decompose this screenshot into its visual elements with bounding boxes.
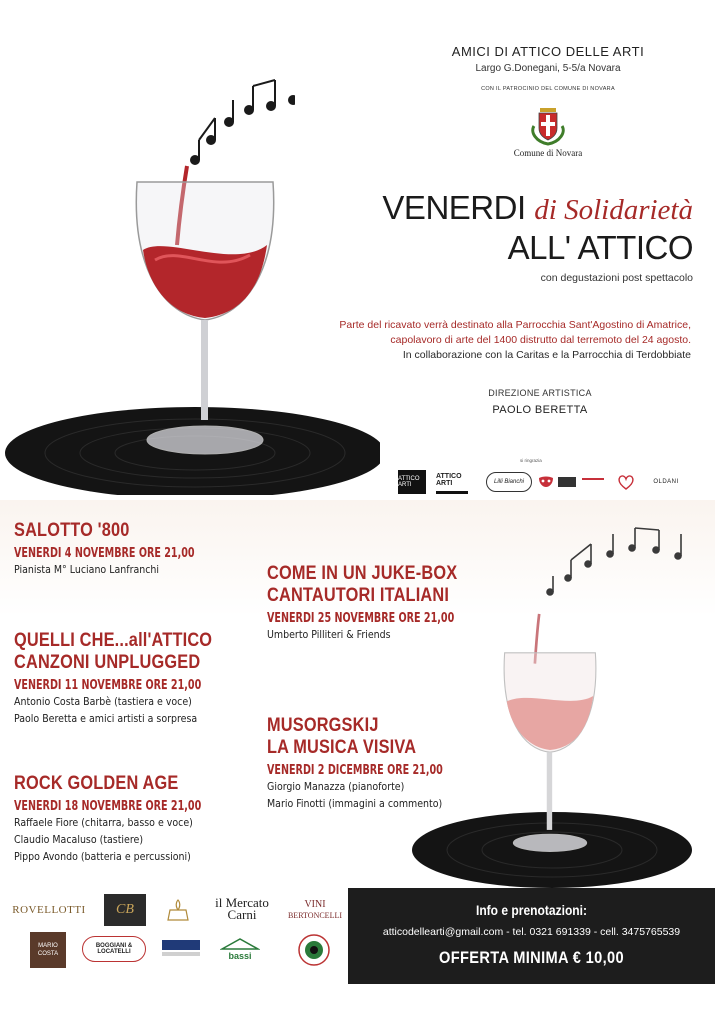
title-line-1 [382, 190, 693, 228]
attico-logo-2: ATTICO ARTI [436, 468, 468, 494]
oldani-logo: OLDANI [653, 479, 679, 485]
event-performer: Raffaele Fiore (chitarra, basso e voce) [14, 817, 193, 829]
sponsor-block-icon [160, 936, 202, 962]
event-performer: Claudio Macaluso (tastiere) [14, 834, 144, 846]
heart-logo-icon [616, 472, 636, 492]
patronage-text: CON IL PATROCINIO DEL COMUNE DI NOVARA [481, 86, 615, 92]
bassi-label: bassi [228, 951, 252, 961]
description-line-1: Parte del ricavato verrà destinato alla Parrocchia Sant'Agostino di Amatrice, [339, 319, 691, 331]
minimum-offer: OFFERTA MINIMA € 10,00 [439, 948, 624, 967]
vini-line-2: BERTONCELLI [287, 911, 343, 920]
sponsor-badge-icon [558, 477, 576, 487]
title-subtitle: con degustazioni post spettacolo [540, 272, 693, 284]
music-notes-icon [540, 520, 690, 600]
mercato-carni-logo [206, 894, 278, 924]
event-title-line: CANTAUTORI ITALIANI [267, 585, 450, 606]
mercato-line-1: il Mercato [215, 895, 269, 910]
thanks-logos [398, 468, 698, 496]
info-contacts[interactable]: atticodellearti@gmail.com - tel. 0321 691339 - cell. 3475765539 [382, 926, 681, 938]
comune-label: Comune di Novara [513, 148, 583, 158]
event-date: VENERDI 18 NOVEMBRE ORE 21,00 [14, 799, 202, 814]
sponsor-stripe-icon [582, 478, 604, 486]
organization-header [418, 44, 678, 158]
event-musorgskij [267, 715, 481, 813]
event-title-line: CANZONI UNPLUGGED [14, 652, 201, 673]
event-date: VENERDI 11 NOVEMBRE ORE 21,00 [14, 678, 202, 693]
event-title-line: MUSORGSKIJ [267, 715, 379, 736]
novara-coat-of-arms-icon [526, 102, 570, 146]
event-title-line: COME IN UN JUKE-BOX [267, 563, 458, 584]
event-date: VENERDI 4 NOVEMBRE ORE 21,00 [14, 546, 195, 561]
event-performer: Pippo Avondo (batteria e percussioni) [14, 851, 191, 863]
mario-costa-logo: MARIO COSTA [30, 932, 66, 968]
info-panel [348, 888, 715, 984]
event-title [382, 190, 693, 284]
event-performer: Antonio Costa Barbè (tastiera e voce) [14, 696, 192, 708]
organization-name: AMICI DI ATTICO DELLE ARTI [451, 44, 645, 59]
event-performer: Pianista M° Luciano Lanfranchi [14, 564, 160, 576]
sponsor-logos [0, 888, 348, 984]
event-rock-golden-age [14, 773, 242, 866]
thanks-label: si ringrazia [520, 458, 542, 463]
event-title-line: SALOTTO '800 [14, 520, 130, 541]
lilli-bianchi-logo: Lilli Bianchi [486, 472, 532, 492]
description-line-2: capolavoro di arte del 1400 distrutto dal terremoto del 24 agosto. [390, 334, 691, 346]
mercato-line-2: Carni [227, 907, 257, 922]
hero-section [0, 0, 715, 500]
event-performer: Umberto Pilliteri & Friends [267, 629, 391, 641]
fountain-logo-icon [160, 898, 196, 924]
event-juke-box [267, 563, 495, 644]
wine-glass-icon [125, 70, 295, 480]
director-name: PAOLO BERETTA [492, 404, 588, 416]
event-salotto [14, 520, 234, 579]
bassi-logo [210, 932, 270, 966]
event-title-line: QUELLI CHE...all'ATTICO [14, 630, 213, 651]
event-date: VENERDI 2 DICEMBRE ORE 21,00 [267, 763, 443, 778]
vini-line-1: VINI [304, 899, 326, 910]
event-date: VENERDI 25 NOVEMBRE ORE 21,00 [267, 611, 455, 626]
cb-logo: CB [104, 894, 146, 926]
description-line-3: In collaborazione con la Caritas e la Parrocchia di Terdobbiate [402, 349, 691, 361]
organization-address: Largo G.Donegani, 5-5/a Novara [475, 63, 621, 74]
boggiani-locatelli-logo: BOGGIANI & LOCATELLI [82, 936, 146, 962]
event-performer: Giorgio Manazza (pianoforte) [267, 781, 405, 793]
event-title-line: LA MUSICA VISIVA [267, 737, 417, 758]
vini-bertoncelli-logo [286, 894, 344, 926]
mask-icon [538, 476, 554, 488]
info-title: Info e prenotazioni: [475, 902, 588, 918]
title-accent: di Solidarietà [534, 194, 693, 226]
rovellotti-logo: ROVELLOTTI [12, 904, 86, 916]
event-performer: Paolo Beretta e amici artisti a sorpresa [14, 713, 198, 725]
title-word: VENERDI [382, 189, 526, 226]
event-title-line: ROCK GOLDEN AGE [14, 773, 179, 794]
event-quelli-che [14, 630, 244, 728]
round-badge-icon [296, 932, 332, 968]
direction-label: DIREZIONE ARTISTICA [488, 388, 592, 398]
event-performer: Mario Finotti (immagini a commento) [267, 798, 443, 810]
description [251, 318, 691, 363]
attico-logo-1: ATTICO ARTI [398, 470, 426, 494]
artistic-direction [470, 388, 610, 416]
wine-glass-icon [495, 588, 605, 858]
title-line-2: ALL' ATTICO [507, 229, 693, 266]
